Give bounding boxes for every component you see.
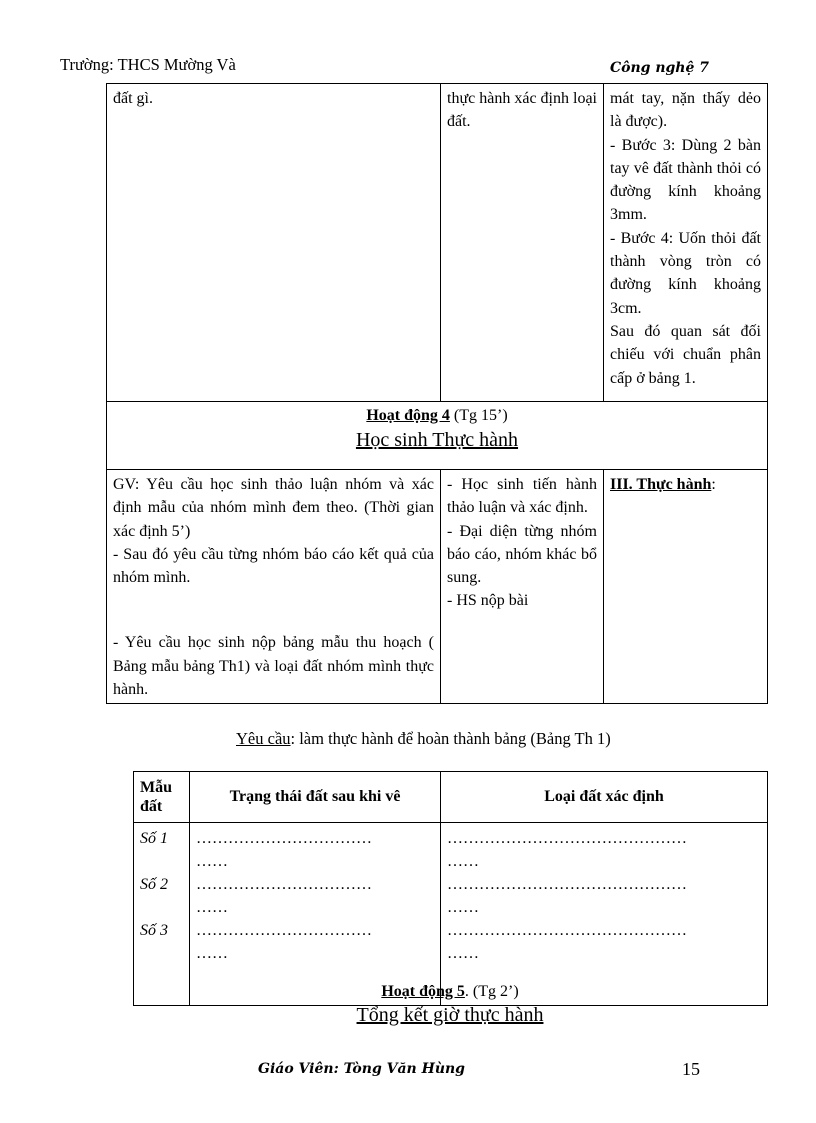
teacher-activity-cell xyxy=(107,470,441,704)
teacher-activity-text: đất gì. xyxy=(113,90,153,107)
requirement-body: : làm thực hành để hoàn thành bảng (Bảng Th 1) xyxy=(290,729,611,748)
practice-heading: III. Thực hành: xyxy=(610,476,716,493)
teacher-activity-text: - Yêu cầu học sinh nộp bảng mẫu thu hoạch ( Bảng mẫu bảng Th1) và loại đất nhóm mình thực hành. xyxy=(113,634,434,699)
content-cell xyxy=(604,84,768,402)
student-activity-text: - Học sinh tiến hành thảo luận và xác định. - Đại diện từng nhóm báo cáo, nhóm khác bổ sung. - HS nộp bài xyxy=(447,476,597,610)
column-header-sample: Mẫu đất xyxy=(134,772,190,823)
content-cell xyxy=(604,470,768,704)
teacher-activity-text: GV: Yêu cầu học sinh thảo luận nhóm và xác định mẫu của nhóm mình đem theo. (Thời gian xác định 5’) - Sau đó yêu cầu từng nhóm báo cáo kết quả của nhóm mình. xyxy=(113,476,434,587)
school-name: Trường: THCS Mường Và xyxy=(60,55,236,74)
table-row xyxy=(107,84,768,402)
activity-4-subtitle: Học sinh Thực hành xyxy=(355,429,519,451)
requirement-text xyxy=(236,729,611,749)
activity-5-heading xyxy=(0,982,816,1002)
lesson-table xyxy=(106,83,768,704)
activity-5-label: Hoạt động 5 xyxy=(381,983,465,1000)
table-header-row xyxy=(134,772,768,823)
column-header-soil-type: Loại đất xác định xyxy=(441,772,768,823)
practice-result-table xyxy=(133,771,768,1006)
table-row xyxy=(134,823,768,1006)
teacher-activity-cell xyxy=(107,84,441,402)
student-activity-cell xyxy=(441,470,604,704)
sample-numbers: Số 1 Số 2 Số 3 xyxy=(134,823,190,1006)
activity-4-time: (Tg 15’) xyxy=(449,407,508,424)
activity-5-subtitle: Tổng kết giờ thực hành xyxy=(356,1004,544,1026)
activity-5 xyxy=(0,982,816,1028)
activity-4-row xyxy=(107,402,768,470)
activity-4-label: Hoạt động 4 xyxy=(366,407,450,424)
content-text: mát tay, nặn thấy dẻo là được). - Bước 3: Dùng 2 bàn tay vê đất thành thỏi có đường kính khoảng 3mm. - Bước 4: Uốn thỏi đất thành vòng tròn có đường kính khoảng 3cm. Sau đó quan sát đối chiếu với chuẩn phân cấp ở bảng 1. xyxy=(610,90,761,387)
table-row xyxy=(107,470,768,704)
student-activity-cell xyxy=(441,84,604,402)
activity-5-time: . (Tg 2’) xyxy=(464,983,519,1000)
teacher-name: Giáo Viên: Tòng Văn Hùng xyxy=(258,1061,465,1077)
subject-name: Công nghệ 7 xyxy=(610,60,709,76)
soil-type-blanks: ……………………………………… …… ……………………………………… …… ……………………………………… …… xyxy=(441,823,768,1006)
page-number: 15 xyxy=(682,1059,700,1079)
state-blanks: …………………………… …… …………………………… …… …………………………… …… xyxy=(190,823,441,1006)
student-activity-text: thực hành xác định loại đất. xyxy=(447,90,597,131)
activity-4-cell xyxy=(107,402,768,470)
requirement-label: Yêu cầu xyxy=(236,729,291,748)
activity-4-heading xyxy=(113,405,761,427)
column-header-state: Trạng thái đất sau khi vê xyxy=(190,772,441,823)
